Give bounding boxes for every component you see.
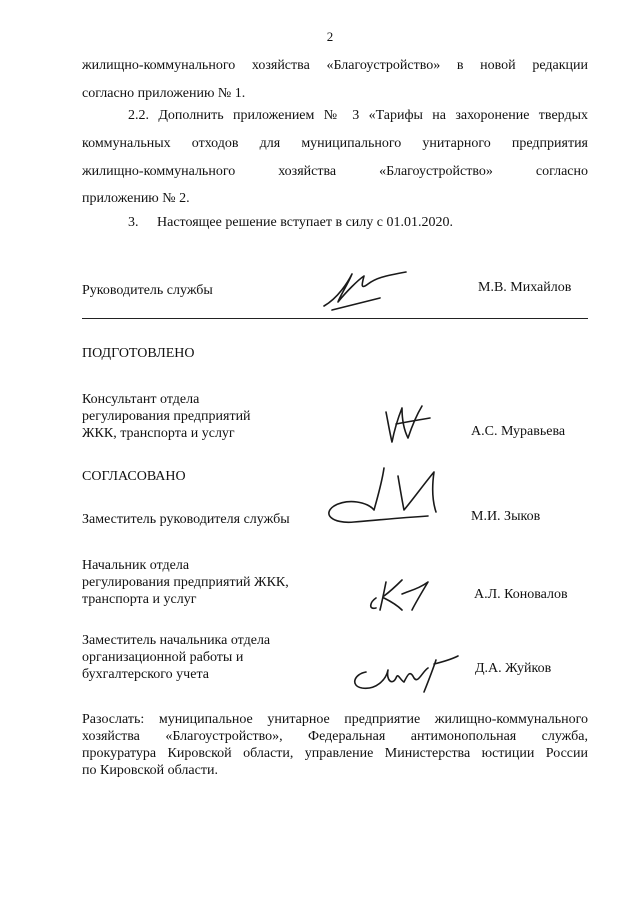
page-number: 2 [326, 29, 334, 44]
signer-3-name: Д.А. Жуйков [475, 661, 552, 676]
signer-1-name: М.И. Зыков [471, 509, 541, 524]
prepared-signature [378, 398, 438, 450]
prepared-position-line-1: Консультант отдела [82, 392, 200, 407]
signer-2-position-line-3: транспорта и услуг [82, 592, 197, 607]
paragraph-3-number: 3. [128, 215, 139, 230]
paragraph-2-line-4: приложению № 2. [82, 191, 190, 206]
paragraph-2-line-3: жилищно-коммунального хозяйства «Благоустройство» согласно [82, 164, 588, 179]
agreed-heading: СОГЛАСОВАНО [82, 469, 186, 484]
prepared-name: А.С. Муравьева [471, 424, 566, 439]
signer-2-name: А.Л. Коновалов [474, 587, 568, 602]
signer-2-signature [362, 572, 436, 616]
distribution-line-3: прокуратура Кировской области, управление Министерства юстиции России [82, 746, 588, 761]
signer-3-position-line-3: бухгалтерского учета [82, 667, 209, 682]
distribution-line-4: по Кировской области. [82, 763, 218, 778]
paragraph-1-line-2: согласно приложению № 1. [82, 86, 246, 101]
signer-1-position: Заместитель руководителя службы [82, 512, 290, 527]
distribution-line-2: хозяйства «Благоустройство», Федеральная антимонопольная служба, [82, 729, 588, 744]
signer-3-position-line-2: организационной работы и [82, 650, 244, 665]
paragraph-2-line-2: коммунальных отходов для муниципального унитарного предприятия [82, 136, 588, 151]
head-signature [318, 262, 410, 314]
head-position: Руководитель службы [82, 283, 213, 298]
signer-2-position-line-2: регулирования предприятий ЖКК, [82, 575, 289, 590]
paragraph-2-line-1: 2.2. Дополнить приложением № 3 «Тарифы на захоронение твердых [128, 108, 588, 123]
prepared-position-line-2: регулирования предприятий [82, 409, 251, 424]
distribution-line-1: Разослать: муниципальное унитарное предприятие жилищно-коммунального [82, 712, 588, 727]
head-name: М.В. Михайлов [478, 280, 572, 295]
signer-3-position-line-1: Заместитель начальника отдела [82, 633, 271, 648]
divider-line [82, 318, 588, 319]
signer-3-signature [346, 650, 464, 698]
signer-1-signature [318, 462, 448, 534]
paragraph-3-text: Настоящее решение вступает в силу с 01.01.2020. [157, 215, 453, 230]
paragraph-1-line-1: жилищно-коммунального хозяйства «Благоустройство» в новой редакции [82, 58, 588, 73]
prepared-heading: ПОДГОТОВЛЕНО [82, 346, 195, 361]
prepared-position-line-3: ЖКК, транспорта и услуг [82, 426, 235, 441]
signer-2-position-line-1: Начальник отдела [82, 558, 190, 573]
